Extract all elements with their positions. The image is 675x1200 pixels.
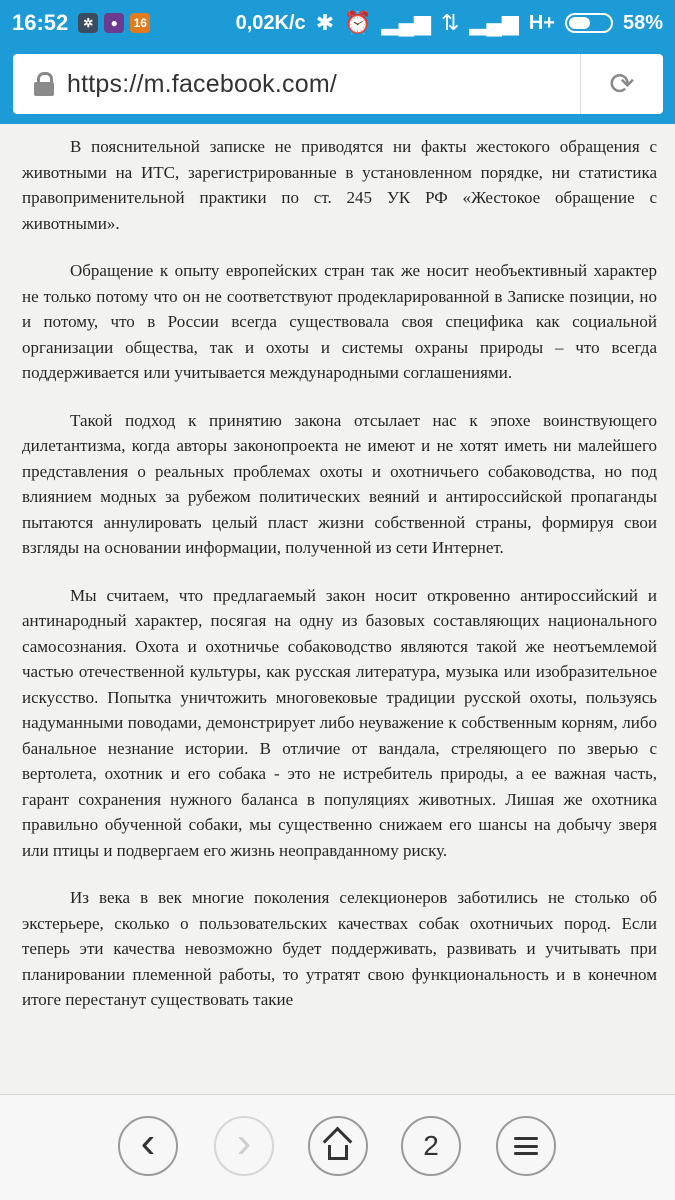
menu-button[interactable] [496, 1116, 556, 1176]
document-viewport[interactable] [0, 124, 675, 1094]
tabs-button[interactable] [401, 1116, 461, 1176]
chevron-right-icon: › [236, 1118, 252, 1167]
battery-icon [565, 13, 613, 33]
paragraph: Обращение к опыту европейских стран так же носит необъективный характер не только потому что он не соответствуют продекларированной в Записке позиции, но и потому, что в России всегда существовала своя специфика как социальной организации общества, так и охоты и системы охраны природы – что всегда поддерживается или учитывается международными соглашениями. [22, 261, 657, 382]
battery-fill [569, 17, 591, 29]
network-speed: 0,02K/c [235, 11, 306, 34]
paragraph: Из века в век многие поколения селекционеров заботились не столько об экстерьере, сколько о пользовательских качествах собак охотничьих пород. Если теперь эти качества невозможно будет поддерживать, развивать и учитывать при планировании племенной работы, то утратят свою функциональность и в конечном итоге перестанут существовать такие [22, 888, 657, 1009]
url-text[interactable]: https://m.facebook.com/ [67, 69, 337, 98]
lock-icon [33, 72, 55, 96]
app-notification-icon: ● [104, 13, 124, 33]
back-button[interactable] [118, 1116, 178, 1176]
reload-icon[interactable]: ⟳ [609, 67, 635, 101]
signal-icon: ▂▄▆ [381, 10, 431, 35]
forward-button[interactable] [214, 1116, 274, 1176]
paragraph: Такой подход к принятию закона отсылает нас к эпохе воинствующего дилетантизма, когда авторы законопроекта не имеют и не хотят иметь ни малейшего представления о реальных проблемах охоты и охотничьего собаководства, но под влиянием модных за рубежом политических веяний и антироссийской пропаганды пытаются аннулировать целый пласт жизни собственной страны, формируя свои взгляды на основании информации, полученной из сети Интернет. [22, 410, 657, 557]
paragraph: В пояснительной записке не приводятся ни факты жестокого обращения с животными на ИТС, зарегистрированные в установленном порядке, ни статистика правоприменительной практики по ст. 245 УК РФ «Жестокое обращение с животными». [22, 137, 657, 233]
data-transfer-icon: ⇅ [440, 10, 460, 35]
bluetooth-icon: ✱ [315, 10, 335, 35]
status-time: 16:52 [12, 10, 69, 35]
address-bar[interactable] [13, 54, 663, 114]
home-icon [325, 1137, 351, 1159]
browser-toolbar [0, 46, 675, 124]
battery-percent: 58% [622, 11, 663, 34]
status-bar [0, 0, 675, 46]
alarm-icon: ⏰ [344, 10, 372, 35]
tab-count: 2 [423, 1130, 439, 1161]
menu-icon [514, 1137, 538, 1155]
status-indicators [236, 10, 663, 36]
document-text [0, 124, 675, 1013]
bottom-navigation [0, 1094, 675, 1200]
chevron-left-icon: ‹ [140, 1118, 156, 1167]
paragraph: Мы считаем, что предлагаемый закон носит откровенно антироссийский и антинародный характер, посягая на одну из базовых составляющих национального самосознания. Охота и охотничье собаководство являются такой же неотъемлемой частью отечественной культуры, как русская литература, музыка или изобразительное искусство. Попытка уничтожить многовековые традиции русской охоты, пользуясь надуманными поводами, демонстрирует либо неуважение к собственным корням, либо банальное незнание истории. В отличие от вандала, стреляющего по зверью с вертолета, охотник и его собака - это не истребитель природы, а ее важная часть, гарант сохранения нужного баланса в популяциях животных. Лишая же охотника правильно обученной собаки, мы существенно снижаем его шансы на добычу зверя или птицы и подвергаем его жизнь неоправданному риску. [22, 585, 657, 860]
app-notification-icon: 16 [130, 13, 150, 33]
signal-icon-2: ▂▄▆ [469, 10, 519, 35]
app-notification-icon: ✲ [78, 13, 98, 33]
network-type: H+ [528, 11, 555, 34]
home-button[interactable] [308, 1116, 368, 1176]
